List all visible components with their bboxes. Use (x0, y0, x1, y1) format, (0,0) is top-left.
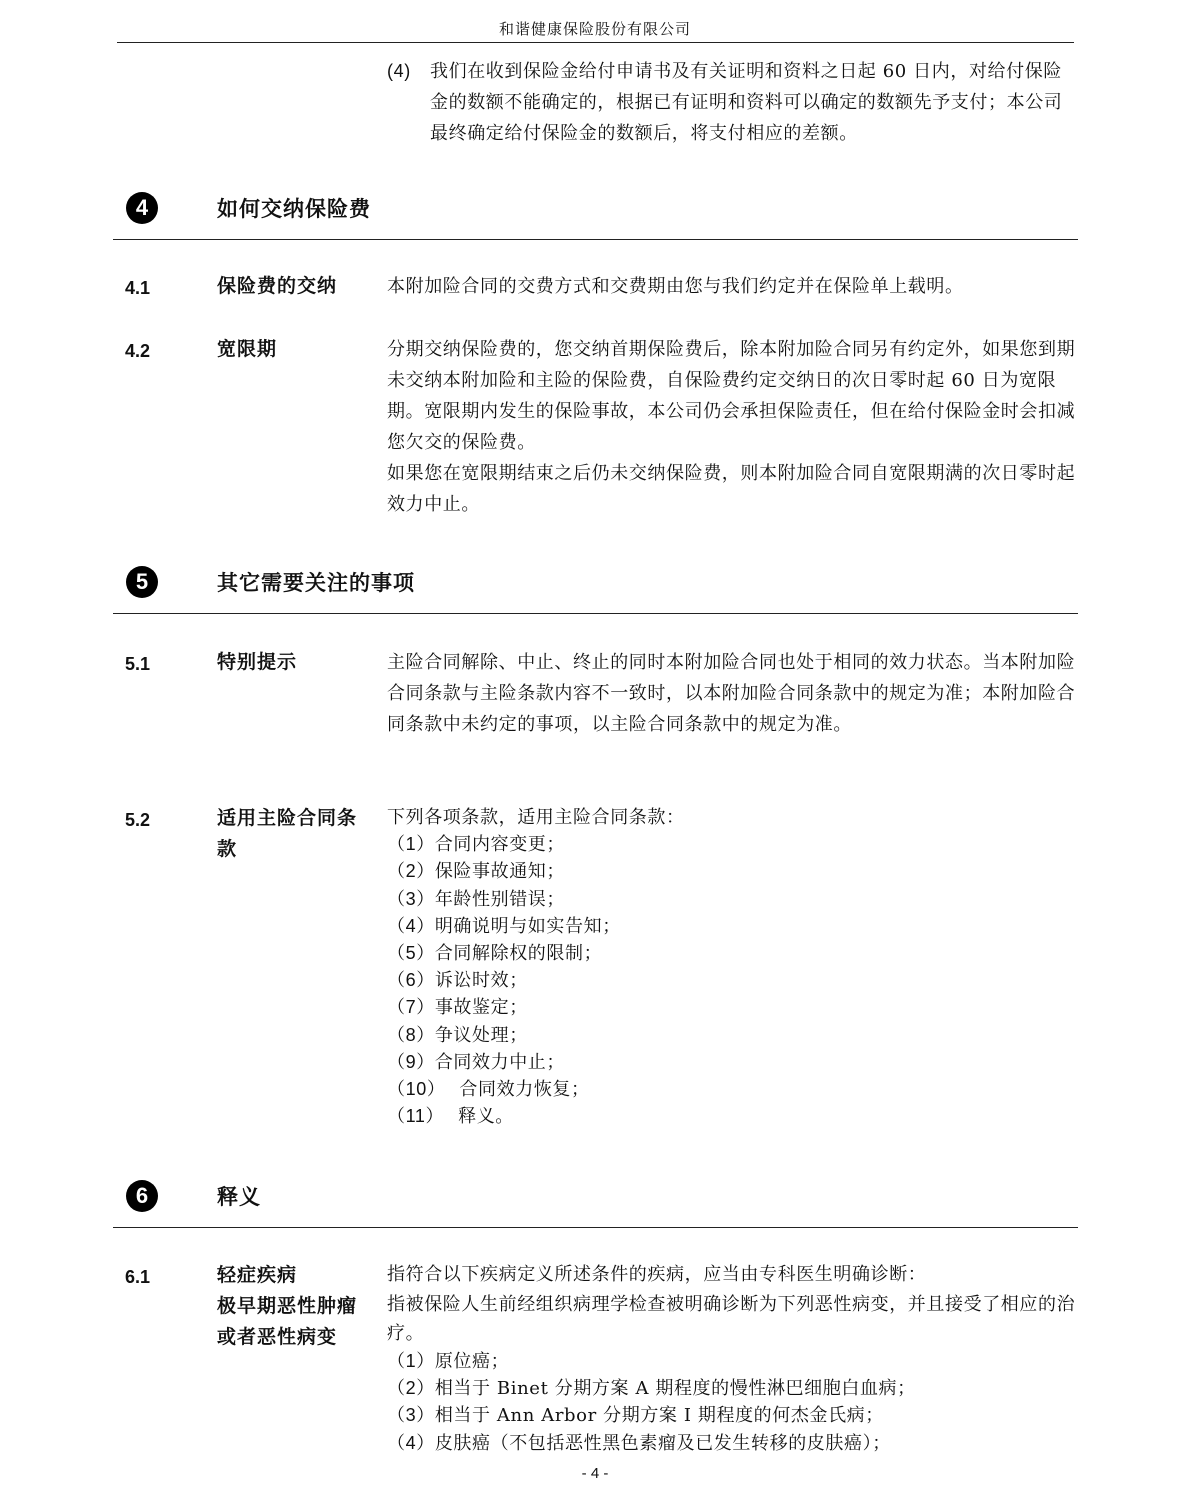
list-item-text: 相当于 Ann Arbor 分期方案 I 期程度的何杰金氏病； (434, 1405, 884, 1427)
list-item-number: （4） (387, 1432, 435, 1453)
list-item-number: （9） (387, 1051, 435, 1072)
list-item (387, 1348, 1077, 1375)
payment-item-4 (387, 56, 1077, 149)
section-4-title: 如何交纳保险费 (217, 196, 371, 221)
clause-4-2-body (387, 334, 1077, 520)
page-header: 和谐健康保险股份有限公司 (498, 20, 691, 38)
list-item-text: 合同解除权的限制； (434, 943, 603, 965)
list-item-text: 合同效力中止； (434, 1051, 566, 1073)
item-text: 我们在收到保险金给付申请书及有关证明和资料之日起 60 日内，对给付保险金的数额不能确定的，根据已有证明和资料可以确定的数额先予支付；本公司最终确定给付保险金的数额后，将支付相应的差额。 (430, 61, 1063, 144)
list-item-number: （6） (387, 970, 435, 991)
clause-4-2-title: 宽限期 (217, 338, 278, 360)
list-item-number: （3） (387, 888, 435, 909)
clause-5-2-number: 5.2 (125, 810, 151, 830)
list-item-text: 明确说明与如实告知； (434, 915, 621, 937)
clause-5-2-title-line-1: 适用主险合同条 (217, 807, 358, 829)
list-item (387, 994, 1077, 1021)
section-6-rule (113, 1227, 1078, 1228)
clause-5-1-title: 特别提示 (217, 651, 298, 673)
header-rule (117, 42, 1074, 43)
list-item (387, 1103, 1077, 1130)
list-item-text: 争议处理； (434, 1024, 528, 1046)
list-item-text: 原位癌； (434, 1351, 510, 1372)
clause-4-2-number: 4.2 (125, 341, 151, 361)
clause-6-1-title-line-1: 轻症疾病 (217, 1264, 298, 1286)
clause-4-1-number: 4.1 (125, 278, 151, 298)
clause-5-2-list (387, 831, 1077, 1130)
list-item-text: 诉讼时效； (434, 970, 528, 992)
list-item-text: 释义。 (458, 1106, 514, 1128)
section-6-circle-icon: 6 (126, 1180, 158, 1212)
list-item (387, 1022, 1077, 1049)
clause-5-1-paragraph: 主险合同解除、中止、终止的同时本附加险合同也处于相同的效力状态。当本附加险合同条款与主险条款内容不一致时，以本附加险合同条款中的规定为准；本附加险合同条款中未约定的事项，以主险合同条款中的规定为准。 (387, 652, 1076, 735)
clause-6-1-paragraph-2: 指被保险人生前经组织病理学检查被明确诊断为下列恶性病变，并且接受了相应的治疗。 (387, 1294, 1076, 1344)
list-item (387, 831, 1077, 858)
section-6-title: 释义 (217, 1184, 261, 1209)
section-5-rule (113, 613, 1078, 614)
clause-5-1-body (387, 647, 1077, 740)
clause-4-2-paragraph-1: 分期交纳保险费的，您交纳首期保险费后，除本附加险合同另有约定外，如果您到期未交纳本附加险和主险的保险费，自保险费约定交纳日的次日零时起 60 日为宽限期。宽限期内发生的保险事故，本公司仍会承担保险责任，但在给付保险金时会扣减您欠交的保险费。 (387, 339, 1076, 453)
clause-6-1-list (387, 1348, 1077, 1457)
list-item-number: （8） (387, 1024, 435, 1045)
list-item (387, 967, 1077, 994)
list-item-number: （2） (387, 1378, 435, 1399)
clause-5-1-number: 5.1 (125, 654, 151, 674)
clause-5-2-title-line-2: 款 (217, 838, 238, 860)
list-item (387, 886, 1077, 913)
clause-6-1-paragraph-1: 指符合以下疾病定义所述条件的疾病，应当由专科医生明确诊断： (387, 1264, 927, 1285)
clause-4-2-paragraph-2: 如果您在宽限期结束之后仍未交纳保险费，则本附加险合同自宽限期满的次日零时起效力中止。 (387, 463, 1076, 515)
list-item-text: 皮肤癌（不包括恶性黑色素瘤及已发生转移的皮肤癌）； (434, 1432, 891, 1454)
list-item-text: 保险事故通知； (434, 861, 566, 883)
list-item (387, 1076, 1077, 1103)
clause-4-1-text: 本附加险合同的交费方式和交费期由您与我们约定并在保险单上载明。 (387, 276, 964, 297)
clause-5-2-title (217, 803, 357, 865)
list-item (387, 1430, 1077, 1457)
list-item-number: （10） (387, 1079, 446, 1100)
list-item-text: 相当于 Binet 分期方案 A 期程度的慢性淋巴细胞白血病； (434, 1378, 916, 1400)
list-item-text: 合同效力恢复； (459, 1079, 590, 1101)
list-item (387, 1402, 1077, 1429)
list-item-number: （1） (387, 834, 435, 855)
list-item-number: （7） (387, 997, 435, 1018)
list-item-number: （1） (387, 1351, 435, 1371)
list-item (387, 1049, 1077, 1076)
section-4-rule (113, 239, 1078, 240)
page-number: - 4 - (581, 1465, 609, 1482)
section-5-circle-icon: 5 (126, 566, 158, 598)
list-item-text: 年龄性别错误； (434, 888, 566, 910)
list-item-text: 合同内容变更； (434, 834, 566, 856)
list-item-number: （2） (387, 861, 435, 882)
list-item (387, 1375, 1077, 1402)
list-item-number: （3） (387, 1405, 435, 1426)
clause-6-1-title (217, 1260, 357, 1353)
list-item (387, 913, 1077, 940)
list-item-number: （5） (387, 943, 435, 964)
list-item (387, 940, 1077, 967)
clause-4-1-title: 保险费的交纳 (217, 275, 338, 297)
clause-6-1-body (387, 1259, 1077, 1457)
clause-5-2-body (387, 804, 1077, 1130)
clause-5-2-intro: 下列各项条款，适用主险合同条款： (387, 807, 685, 828)
list-item-number: （11） (387, 1106, 445, 1127)
section-4-circle-icon: 4 (126, 192, 158, 224)
list-item-number: （4） (387, 915, 435, 936)
section-5-title: 其它需要关注的事项 (217, 570, 415, 595)
clause-6-1-title-line-2: 极早期恶性肿瘤 (217, 1295, 358, 1317)
clause-6-1-number: 6.1 (125, 1267, 151, 1287)
list-item (387, 858, 1077, 885)
item-number: (4) (387, 61, 411, 81)
clause-6-1-title-line-3: 或者恶性病变 (217, 1326, 338, 1348)
list-item-text: 事故鉴定； (434, 997, 528, 1019)
